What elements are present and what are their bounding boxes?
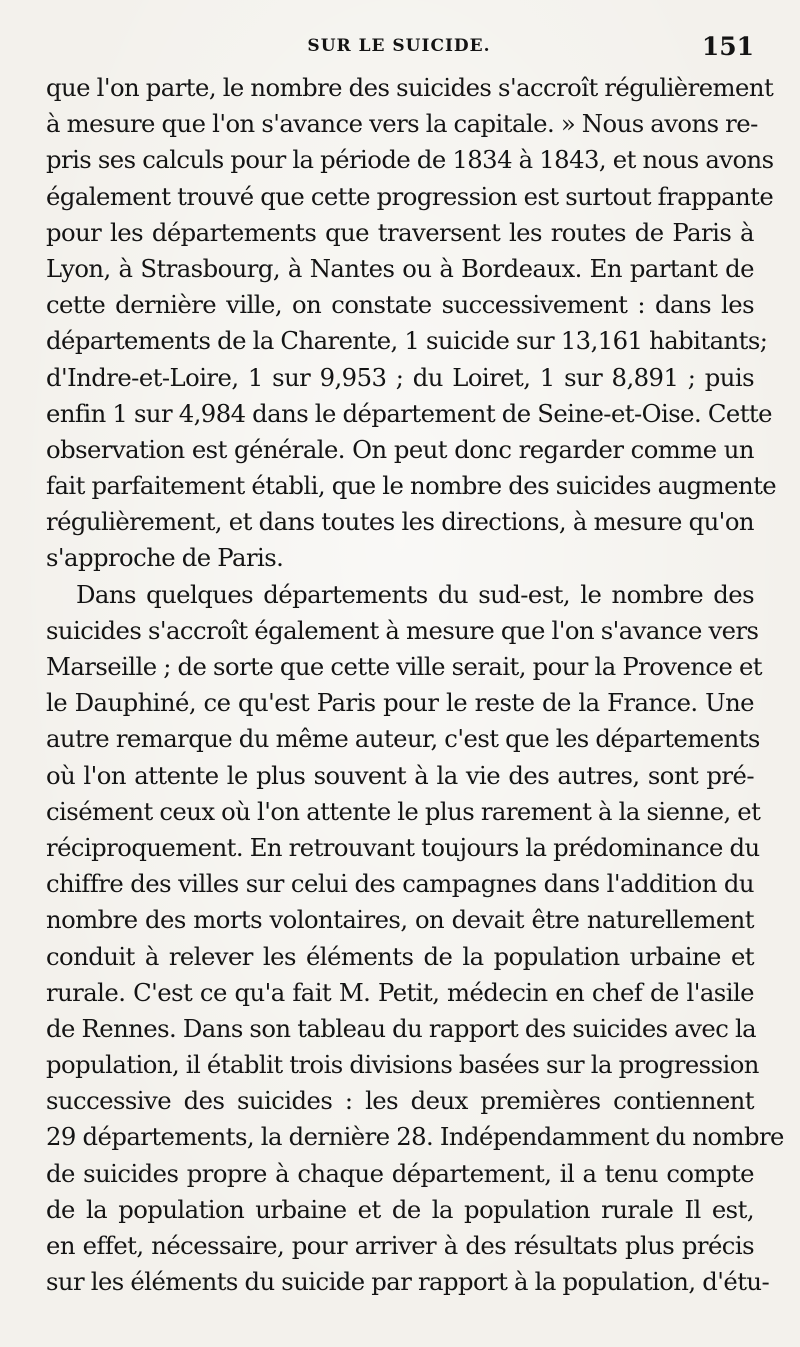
paragraph xyxy=(46,577,784,1301)
text-line: départements de la Charente, 1 suicide sur 13,161 habitants; xyxy=(46,326,768,356)
text-line: nombre des morts volontaires, on devait être naturellement xyxy=(46,905,754,935)
text-line: régulièrement, et dans toutes les directions, à mesure qu'on xyxy=(46,507,754,537)
text-line: rurale. C'est ce qu'a fait M. Petit, médecin en chef de l'asile xyxy=(46,977,754,1007)
running-title: SUR LE SUICIDE. xyxy=(307,36,491,56)
text-line: suicides s'accroît également à mesure que l'on s'avance vers xyxy=(46,615,759,645)
paragraph xyxy=(46,70,777,577)
text-line: sur les éléments du suicide par rapport à la population, d'étu- xyxy=(46,1267,770,1297)
text-line: Dans quelques départements du sud-est, le nombre des xyxy=(76,579,754,609)
text-line: à mesure que l'on s'avance vers la capitale. » Nous avons re- xyxy=(46,109,758,139)
text-line: réciproquement. En retrouvant toujours la prédominance du xyxy=(46,832,760,862)
running-head xyxy=(44,28,754,68)
text-line: cisément ceux où l'on attente le plus rarement à la sienne, et xyxy=(46,796,761,826)
text-line: également trouvé que cette progression est surtout frappante xyxy=(46,181,774,211)
text-line: le Dauphiné, ce qu'est Paris pour le reste de la France. Une xyxy=(46,688,754,718)
text-line: pour les départements que traversent les routes de Paris à xyxy=(46,217,754,247)
text-line: de suicides propre à chaque département, il a tenu compte xyxy=(46,1158,754,1188)
body-text xyxy=(46,70,784,1300)
text-line: où l'on attente le plus souvent à la vie des autres, sont pré- xyxy=(46,760,754,790)
text-line: fait parfaitement établi, que le nombre des suicides augmente xyxy=(46,471,777,501)
text-line: conduit à relever les éléments de la population urbaine et xyxy=(46,941,754,971)
text-line: de la population urbaine et de la population rurale Il est, xyxy=(46,1194,754,1224)
text-line: population, il établit trois divisions basées sur la progression xyxy=(46,1050,759,1080)
text-line: s'approche de Paris. xyxy=(46,543,284,573)
text-line: Marseille ; de sorte que cette ville serait, pour la Provence et xyxy=(46,652,763,681)
text-line: enfin 1 sur 4,984 dans le département de Seine-et-Oise. Cette xyxy=(46,398,772,428)
text-line: Lyon, à Strasbourg, à Nantes ou à Bordeaux. En partant de xyxy=(46,253,754,283)
text-line: observation est générale. On peut donc regarder comme un xyxy=(46,434,754,464)
text-line: successive des suicides : les deux premières contiennent xyxy=(46,1086,754,1116)
text-line: chiffre des villes sur celui des campagnes dans l'addition du xyxy=(46,869,754,899)
text-line: d'Indre-et-Loire, 1 sur 9,953 ; du Loiret, 1 sur 8,891 ; puis xyxy=(46,362,754,392)
text-line: 29 départements, la dernière 28. Indépendamment du nombre xyxy=(46,1122,784,1152)
page-number: 151 xyxy=(701,32,754,61)
text-line: pris ses calculs pour la période de 1834 à 1843, et nous avons xyxy=(46,145,774,175)
text-line: de Rennes. Dans son tableau du rapport des suicides avec la xyxy=(46,1013,757,1043)
text-line: en effet, nécessaire, pour arriver à des résultats plus précis xyxy=(46,1231,754,1260)
text-line: autre remarque du même auteur, c'est que les départements xyxy=(46,724,760,754)
text-line: que l'on parte, le nombre des suicides s'accroît régulièrement xyxy=(46,73,774,102)
text-line: cette dernière ville, on constate successivement : dans les xyxy=(46,290,754,320)
